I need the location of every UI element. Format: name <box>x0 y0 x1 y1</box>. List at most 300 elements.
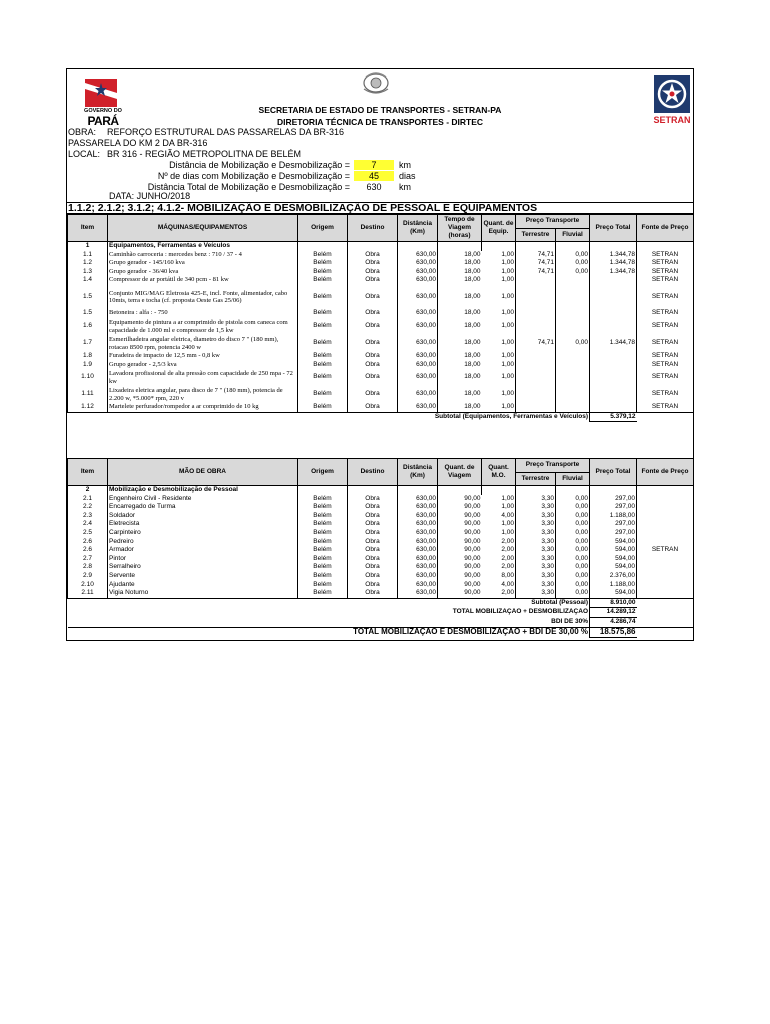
empty-cell <box>637 412 694 422</box>
row-quant-mo: 1,00 <box>501 528 514 536</box>
row-tempo: 18,00 <box>438 386 482 403</box>
row-fluvial: 0,00 <box>556 259 590 268</box>
labor-header-row <box>68 459 694 473</box>
row-origem: Belém <box>298 285 348 310</box>
total-dist-unit: km <box>399 182 411 192</box>
col-preco-transporte: Preço Transporte <box>516 459 590 473</box>
row-fonte: SETRAN <box>637 386 694 403</box>
row-quant-mo: 8,00 <box>501 571 514 579</box>
row-origem: Belém <box>298 503 348 512</box>
row-distancia: 630,00 <box>398 403 438 412</box>
row-quant: 1,00 <box>501 276 514 284</box>
row-item: 1.12 <box>68 403 108 412</box>
empty-cell <box>348 486 398 495</box>
dist-value: 7 <box>354 160 394 170</box>
grand-total-row <box>68 627 694 638</box>
row-destino: Obra <box>348 512 398 521</box>
table-row <box>68 369 694 386</box>
row-terrestre: 74,71 <box>516 268 556 277</box>
row-fluvial: 0,00 <box>556 268 590 277</box>
table-row <box>68 589 694 598</box>
row-item: 2.3 <box>68 512 108 521</box>
row-origem: Belém <box>298 335 348 352</box>
row-desc: Esmerilhadeira angular eletrica, diametro do disco 7 " (180 mm), rotacao 8500 rpm, potencia 2400 w <box>108 335 298 352</box>
row-terrestre: 3,30 <box>516 503 556 512</box>
row-origem: Belém <box>298 555 348 564</box>
row-quant-mo: 2,00 <box>501 546 514 554</box>
row-distancia: 630,00 <box>398 259 438 268</box>
row-preco-total <box>590 386 637 403</box>
row-item: 2.2 <box>68 503 108 512</box>
row-item: 1.10 <box>68 369 108 386</box>
row-preco-total: 1.344,78 <box>590 259 637 268</box>
header-title-2: DIRETORIA TÉCNICA DE TRANSPORTES - DIRTEC <box>276 117 484 127</box>
row-origem: Belém <box>298 318 348 335</box>
row-quant-viagem: 90,00 <box>438 563 482 572</box>
row-destino: Obra <box>348 589 398 598</box>
row-destino: Obra <box>348 276 398 285</box>
row-quant-mo: 1,00 <box>501 520 514 528</box>
row-preco-total: 1.344,78 <box>590 268 637 277</box>
row-preco-total: 1.344,78 <box>590 251 637 260</box>
row-destino: Obra <box>348 352 398 361</box>
row-desc: Grupo gerador - 2,5/3 kva <box>108 361 298 370</box>
row-terrestre: 74,71 <box>516 251 556 260</box>
row-preco-total: 1.188,00 <box>590 581 637 590</box>
row-terrestre: 3,30 <box>516 555 556 564</box>
row-item: 1.5 <box>68 309 108 318</box>
row-destino: Obra <box>348 318 398 335</box>
empty-cell <box>298 242 348 251</box>
col-quant: Quant. de Equip. <box>482 215 516 242</box>
row-fonte: SETRAN <box>637 352 694 361</box>
col-distancia: Distância (Km) <box>398 215 438 242</box>
row-preco-total: 1.188,00 <box>590 512 637 521</box>
row-desc: Martelete perfurador/rompedor a ar comprimido de 10 kg <box>108 403 298 412</box>
row-preco-total <box>590 403 637 412</box>
row-desc: Encarregado de Turma <box>108 503 298 512</box>
row-desc: Pintor <box>108 555 298 564</box>
row-origem: Belém <box>298 361 348 370</box>
row-distancia: 630,00 <box>398 251 438 260</box>
row-preco-total: 594,00 <box>590 538 637 547</box>
bdi-row-value: 4.286,74 <box>590 617 637 627</box>
row-preco-total <box>590 285 637 310</box>
empty-cell <box>637 589 694 598</box>
row-distancia: 630,00 <box>398 318 438 335</box>
row-destino: Obra <box>348 386 398 403</box>
table-row <box>68 259 694 268</box>
empty-cell <box>556 486 590 495</box>
row-quant-viagem: 90,00 <box>438 520 482 529</box>
row-terrestre: 74,71 <box>516 259 556 268</box>
row-fluvial: 0,00 <box>556 538 590 547</box>
table-row <box>68 285 694 310</box>
empty-cell <box>637 242 694 251</box>
row-fluvial <box>556 386 590 403</box>
row-desc: Betoneira : alfa : - 750 <box>108 309 298 318</box>
empty-cell <box>637 627 694 638</box>
equipment-table-body <box>68 242 694 422</box>
empty-cell <box>637 529 694 538</box>
row-distancia: 630,00 <box>398 285 438 310</box>
table-row <box>68 361 694 370</box>
labor-table <box>67 458 694 638</box>
row-fluvial: 0,00 <box>556 495 590 504</box>
row-terrestre <box>516 285 556 310</box>
table-row <box>68 538 694 547</box>
row-terrestre: 3,30 <box>516 520 556 529</box>
row-quant: 1,00 <box>482 403 516 412</box>
row-item: 1.2 <box>68 259 108 268</box>
row-terrestre <box>516 361 556 370</box>
group-desc: Equipamentos, Ferramentas e Veículos <box>108 242 298 251</box>
row-quant: 1,00 <box>501 309 514 317</box>
row-preco-total: 594,00 <box>590 563 637 572</box>
row-fonte: SETRAN <box>637 403 694 412</box>
section-title: 1.1.2; 2.1.2; 3.1.2; 4.1.2- MOBILIZAÇÃO E DESMOBILIZAÇÃO DE PESSOAL E EQUIPAMENTOS <box>67 202 693 214</box>
bdi-row <box>68 617 694 627</box>
row-desc: Grupo gerador - 145/160 kva <box>108 259 298 268</box>
empty-cell <box>637 617 694 627</box>
row-fluvial: 0,00 <box>556 251 590 260</box>
empty-cell <box>348 242 398 251</box>
empty-cell <box>298 486 348 495</box>
row-item: 2.8 <box>68 563 108 572</box>
row-fluvial: 0,00 <box>556 563 590 572</box>
row-item: 1.11 <box>68 386 108 403</box>
empty-cell <box>637 608 694 618</box>
row-destino: Obra <box>348 361 398 370</box>
empty-cell <box>398 242 438 251</box>
row-desc: Lixadeira eletrica angular, para disco de 7 " (180 mm), potencia de 2.200 w, *5.000* rpm, 220 v <box>108 386 298 403</box>
row-fluvial: 0,00 <box>556 589 590 598</box>
header-title-1: SECRETARIA DE ESTADO DE TRANSPORTES - SETRAN-PA <box>258 105 502 115</box>
row-distancia: 630,00 <box>398 581 438 590</box>
row-destino: Obra <box>348 335 398 352</box>
row-fluvial: 0,00 <box>556 529 590 538</box>
row-origem: Belém <box>298 386 348 403</box>
col-terrestre: Terrestre <box>516 228 556 242</box>
row-destino: Obra <box>348 285 398 310</box>
row-fonte: SETRAN <box>637 251 694 260</box>
table-row <box>68 495 694 504</box>
row-origem: Belém <box>298 589 348 598</box>
table-row <box>68 251 694 260</box>
group-item: 2 <box>68 486 108 495</box>
total-row-value: 14.289,12 <box>590 608 637 618</box>
table-row <box>68 572 694 581</box>
row-destino: Obra <box>348 403 398 412</box>
row-fluvial: 0,00 <box>556 555 590 564</box>
row-desc: Eletrecista <box>108 520 298 529</box>
total-row <box>68 608 694 618</box>
empty-cell <box>590 242 637 251</box>
row-desc: Equipamento de pintura a ar comprimido de pistola com caneca com capacidade de 1.000 ml e compressor de 1,5 kw <box>108 318 298 335</box>
empty-cell <box>516 486 556 495</box>
col-tempo: Tempo de Viagem (horas) <box>438 215 482 242</box>
row-fluvial <box>556 369 590 386</box>
row-item: 1.4 <box>68 276 108 285</box>
row-origem: Belém <box>298 495 348 504</box>
subtotal-row-value: 8.910,00 <box>590 598 637 608</box>
local-value: BR 316 - REGIÃO METROPOLITNA DE BELÉM <box>107 149 302 159</box>
row-destino: Obra <box>348 538 398 547</box>
row-preco-total: 297,00 <box>590 529 637 538</box>
col-preco-transporte: Preço Transporte <box>516 215 590 229</box>
empty-cell <box>637 563 694 572</box>
group-item: 1 <box>68 242 108 251</box>
row-origem: Belém <box>298 572 348 581</box>
col-destino: Destino <box>348 215 398 242</box>
row-origem: Belém <box>298 563 348 572</box>
row-desc: Pedreiro <box>108 538 298 547</box>
row-fluvial <box>556 276 590 285</box>
dias-value: 45 <box>354 171 394 181</box>
row-distancia: 630,00 <box>398 538 438 547</box>
empty-cell <box>516 242 556 251</box>
row-destino: Obra <box>348 563 398 572</box>
row-quant-viagem: 90,00 <box>438 589 482 598</box>
row-desc: Servente <box>108 572 298 581</box>
row-quant: 1,00 <box>501 292 514 300</box>
row-preco-total: 594,00 <box>590 589 637 598</box>
row-origem: Belém <box>298 529 348 538</box>
row-fonte: SETRAN <box>637 268 694 277</box>
row-distancia: 630,00 <box>398 589 438 598</box>
row-distancia: 630,00 <box>398 369 438 386</box>
row-item: 2.6 <box>68 538 108 547</box>
row-quant-viagem: 90,00 <box>438 581 482 590</box>
row-fonte: SETRAN <box>637 309 694 318</box>
row-preco-total <box>590 309 637 318</box>
row-fluvial <box>556 403 590 412</box>
row-origem: Belém <box>298 369 348 386</box>
col-quant-mo: Quant. M.O. <box>482 459 516 486</box>
row-terrestre <box>516 309 556 318</box>
spreadsheet-sheet <box>66 68 694 641</box>
row-terrestre: 3,30 <box>516 546 556 555</box>
row-tempo: 18,00 <box>438 259 482 268</box>
dias-unit: dias <box>399 171 416 181</box>
row-fonte: SETRAN <box>637 259 694 268</box>
row-item: 2.5 <box>68 529 108 538</box>
labor-table-body <box>68 486 694 638</box>
bdi-row-label: BDI DE 30% <box>551 617 588 625</box>
table-row <box>68 546 694 555</box>
row-distancia: 630,00 <box>398 520 438 529</box>
row-quant-viagem: 90,00 <box>438 503 482 512</box>
row-fluvial: 0,00 <box>556 335 590 352</box>
table-row <box>68 352 694 361</box>
row-destino: Obra <box>348 572 398 581</box>
col-preco-total: Preço Total <box>590 459 637 486</box>
local-label: LOCAL: <box>68 149 101 159</box>
row-distancia: 630,00 <box>398 503 438 512</box>
row-fonte: SETRAN <box>637 361 694 370</box>
row-fonte: SETRAN <box>637 369 694 386</box>
row-fluvial <box>556 352 590 361</box>
row-preco-total: 2.376,00 <box>590 572 637 581</box>
group-row <box>68 242 694 251</box>
row-fluvial: 0,00 <box>556 572 590 581</box>
row-item: 1.5 <box>68 285 108 310</box>
subtotal-row <box>68 598 694 608</box>
row-terrestre: 3,30 <box>516 581 556 590</box>
row-item: 1.1 <box>68 251 108 260</box>
row-preco-total <box>590 352 637 361</box>
row-preco-total <box>590 361 637 370</box>
row-preco-total: 297,00 <box>590 520 637 529</box>
row-terrestre <box>516 318 556 335</box>
row-tempo: 18,00 <box>438 403 482 412</box>
row-quant-mo: 4,00 <box>501 580 514 588</box>
row-quant: 1,00 <box>501 322 514 330</box>
col-desc: MÁQUINAS/EQUIPAMENTOS <box>108 215 298 242</box>
row-terrestre: 3,30 <box>516 538 556 547</box>
obra-value: REFORÇO ESTRUTURAL DAS PASSARELAS DA BR-316 <box>107 127 345 137</box>
row-destino: Obra <box>348 520 398 529</box>
row-fluvial: 0,00 <box>556 520 590 529</box>
row-origem: Belém <box>298 309 348 318</box>
row-tempo: 18,00 <box>438 285 482 310</box>
row-destino: Obra <box>348 259 398 268</box>
subtotal-value: 5.379,12 <box>590 412 637 422</box>
row-desc: Conjunto MIG/MAG Eletrosia 425-E, incl. Fonte, alimentador, cabo 10mts, terra e tocha (cf. proposta Oeste Gas 25/06) <box>108 285 298 310</box>
row-desc: Caminhão carroceria : mercedes benz : 710 / 37 - 4 <box>108 251 298 260</box>
row-quant-mo: 4,00 <box>501 511 514 519</box>
row-desc: Serralheiro <box>108 563 298 572</box>
row-item: 1.9 <box>68 361 108 370</box>
empty-cell <box>637 512 694 521</box>
row-tempo: 18,00 <box>438 369 482 386</box>
row-fonte: SETRAN <box>637 546 694 555</box>
row-quant: 1,00 <box>501 339 514 347</box>
empty-cell <box>438 486 482 495</box>
table-row <box>68 581 694 590</box>
empty-cell <box>637 520 694 529</box>
row-item: 1.3 <box>68 268 108 277</box>
row-terrestre <box>516 276 556 285</box>
row-origem: Belém <box>298 276 348 285</box>
col-quant-viagem: Quant. de Viagem <box>438 459 482 486</box>
row-tempo: 18,00 <box>438 268 482 277</box>
row-quant-mo: 1,00 <box>501 494 514 502</box>
subtotal-row <box>68 412 694 422</box>
row-quant-mo: 2,00 <box>501 554 514 562</box>
row-terrestre: 3,30 <box>516 589 556 598</box>
empty-cell <box>637 538 694 547</box>
empty-cell <box>637 486 694 495</box>
row-origem: Belém <box>298 259 348 268</box>
row-terrestre: 3,30 <box>516 512 556 521</box>
table-row <box>68 512 694 521</box>
empty-cell <box>398 486 438 495</box>
row-terrestre: 74,71 <box>516 335 556 352</box>
group-row <box>68 486 694 495</box>
row-preco-total <box>590 276 637 285</box>
row-item: 2.11 <box>68 589 108 598</box>
row-quant-viagem: 90,00 <box>438 555 482 564</box>
row-preco-total <box>590 318 637 335</box>
setran-logo-text: SETRAN <box>653 115 691 125</box>
subtotal-label: Subtotal (Equipamentos, Ferramentas e Veículos) <box>434 413 588 421</box>
col-origem: Origem <box>298 215 348 242</box>
row-distancia: 630,00 <box>398 529 438 538</box>
row-distancia: 630,00 <box>398 555 438 564</box>
empty-cell <box>637 581 694 590</box>
row-desc: Armador <box>108 546 298 555</box>
row-distancia: 630,00 <box>398 572 438 581</box>
row-fonte: SETRAN <box>637 318 694 335</box>
row-terrestre: 3,30 <box>516 529 556 538</box>
table-row <box>68 403 694 412</box>
col-fonte: Fonte de Preço <box>637 459 694 486</box>
row-item: 1.8 <box>68 352 108 361</box>
col-fluvial: Fluvial <box>556 472 590 486</box>
row-tempo: 18,00 <box>438 361 482 370</box>
row-preco-total: 297,00 <box>590 503 637 512</box>
col-item: Item <box>68 459 108 486</box>
table-row <box>68 503 694 512</box>
equipment-header-row <box>68 215 694 229</box>
empty-cell <box>637 503 694 512</box>
coat-of-arms-icon <box>360 71 392 97</box>
row-distancia: 630,00 <box>398 512 438 521</box>
row-destino: Obra <box>348 546 398 555</box>
row-quant: 1,00 <box>501 352 514 360</box>
row-origem: Belém <box>298 512 348 521</box>
empty-cell <box>438 242 482 251</box>
total-row-label: TOTAL MOBILIZAÇÃO + DESMOBILIZAÇÃO <box>452 608 588 616</box>
col-preco-total: Preço Total <box>590 215 637 242</box>
row-origem: Belém <box>298 538 348 547</box>
row-origem: Belém <box>298 546 348 555</box>
row-desc: Grupo gerador - 36/40 kva <box>108 268 298 277</box>
row-quant-viagem: 90,00 <box>438 512 482 521</box>
dist-label: Distância de Mobilização e Desmobilização = <box>169 160 350 170</box>
row-desc: Lavadora profissional de alta pressão com capacidade de 250 mpa - 72 kw <box>108 369 298 386</box>
row-destino: Obra <box>348 581 398 590</box>
row-terrestre <box>516 369 556 386</box>
col-desc: MÃO DE OBRA <box>108 459 298 486</box>
row-quant-viagem: 90,00 <box>438 538 482 547</box>
row-quant-mo: 2,00 <box>501 563 514 571</box>
row-fluvial <box>556 309 590 318</box>
row-fonte: SETRAN <box>637 276 694 285</box>
row-terrestre: 3,30 <box>516 572 556 581</box>
empty-cell <box>482 486 516 495</box>
row-destino: Obra <box>348 251 398 260</box>
dias-label: Nº de dias com Mobilização e Desmobilização = <box>157 171 350 181</box>
total-dist-label: Distância Total de Mobilização e Desmobilização = <box>147 182 350 192</box>
row-distancia: 630,00 <box>398 335 438 352</box>
row-desc: Furadeira de impacto de 12,5 mm - 0,8 kw <box>108 352 298 361</box>
row-origem: Belém <box>298 352 348 361</box>
empty-cell <box>482 242 516 251</box>
obra-line2: PASSARELA DO KM 2 DA BR-316 <box>68 138 208 148</box>
row-quant: 1,00 <box>501 267 514 275</box>
group-desc: Mobilização e Desmobilização de Pessoal <box>108 486 298 495</box>
row-origem: Belém <box>298 581 348 590</box>
dist-unit: km <box>399 160 411 170</box>
row-quant-viagem: 90,00 <box>438 546 482 555</box>
row-origem: Belém <box>298 520 348 529</box>
row-distancia: 630,00 <box>398 268 438 277</box>
table-row <box>68 268 694 277</box>
row-destino: Obra <box>348 309 398 318</box>
table-row <box>68 318 694 335</box>
